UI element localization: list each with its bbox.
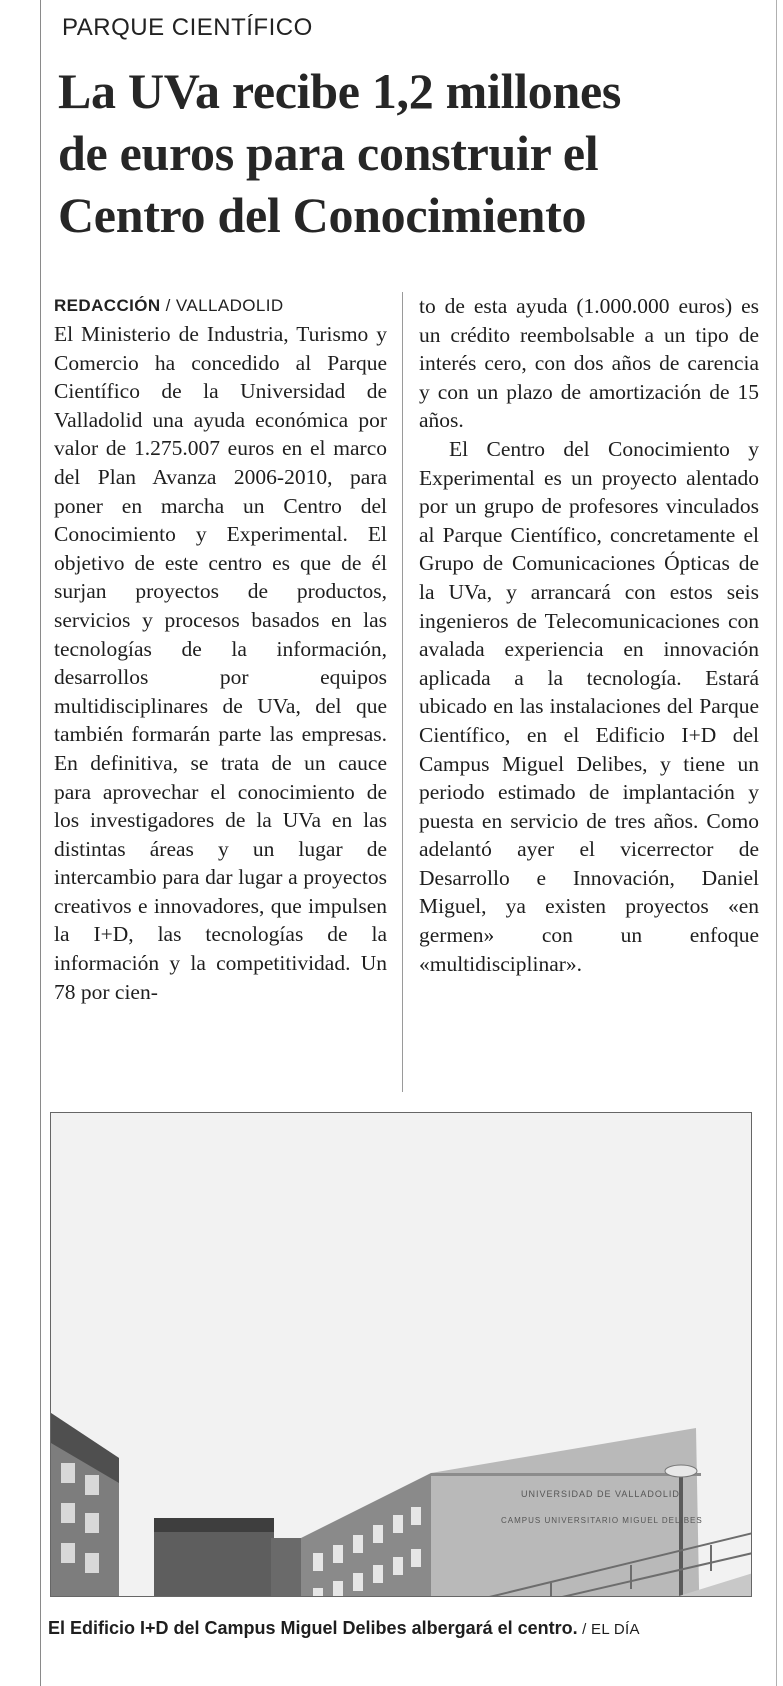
page-left-border — [40, 0, 41, 1686]
sign-university: UNIVERSIDAD DE VALLADOLID — [521, 1489, 680, 1499]
caption-text: El Edificio I+D del Campus Miguel Delibes albergará el centro. — [48, 1618, 578, 1638]
body-paragraph: El Ministerio de Industria, Turismo y Comercio ha concedido al Parque Científico de la Universidad de Valladolid una ayuda económica por valor de 1.275.007 euros en el marco del Plan Avanza 2006-2010, para poner en marcha un Centro del Conocimiento y Experimental. El objetivo de este centro es que de él surjan proyectos de productos, servicios y procesos basados en las tecnologías de la información, desarrollos por equipos multidisciplinares de UVa, del que también formarán parte las empresas. En definitiva, se trata de un cauce para aprovechar el conocimiento de los investigadores de la UVa en las distintas áreas y un lugar de intercambio para dar lugar a proyectos creativos e innovadores, que impulsen la I+D, las tecnologías de la información y la competitividad. Un 78 por cien- — [54, 322, 387, 1004]
sign-campus: CAMPUS UNIVERSITARIO MIGUEL DELIBES — [501, 1516, 703, 1525]
headline-line-3: Centro del Conocimiento — [58, 187, 587, 243]
distant-building — [154, 1528, 274, 1597]
article-column-1 — [54, 292, 387, 1006]
building-photo — [50, 1112, 752, 1597]
byline-place: VALLADOLID — [175, 296, 284, 315]
article-column-2 — [419, 292, 759, 978]
headline — [58, 60, 770, 246]
body-paragraph: to de esta ayuda (1.000.000 euros) es un crédito reembolsable a un tipo de interés cero, con dos años de carencia y con un plazo de amortización de 15 años. — [419, 294, 759, 433]
headline-line-1: La UVa recibe 1,2 millones — [58, 63, 622, 119]
column-divider — [402, 292, 403, 1092]
body-paragraph: El Centro del Conocimiento y Experimental es un proyecto alentado por un grupo de profesores vinculados al Parque Científico, concretamente el Grupo de Comunicaciones Ópticas de la UVa, y arrancará con estos seis ingenieros de Telecomunicaciones con avalada experiencia en innovación aplicada a la tecnología. Estará ubicado en las instalaciones del Parque Científico, en el Edificio I+D del Campus Miguel Delibes, y tiene un periodo estimado de implantación y puesta en servicio de tres años. Como adelantó ayer el vicerrector de Desarrollo e Innovación, Daniel Miguel, ya existen proyectos «en germen» con un enfoque «multidisciplinar». — [419, 436, 759, 976]
section-label: PARQUE CIENTÍFICO — [62, 14, 313, 41]
building-photo-illustration — [51, 1113, 752, 1597]
page-right-border — [776, 0, 777, 1686]
byline-author: REDACCIÓN — [54, 296, 161, 315]
caption-credit: / EL DÍA — [577, 1621, 640, 1638]
byline — [54, 292, 387, 320]
headline-line-2: de euros para construir el — [58, 125, 599, 181]
byline-separator: / — [160, 296, 176, 315]
photo-caption — [48, 1618, 768, 1639]
